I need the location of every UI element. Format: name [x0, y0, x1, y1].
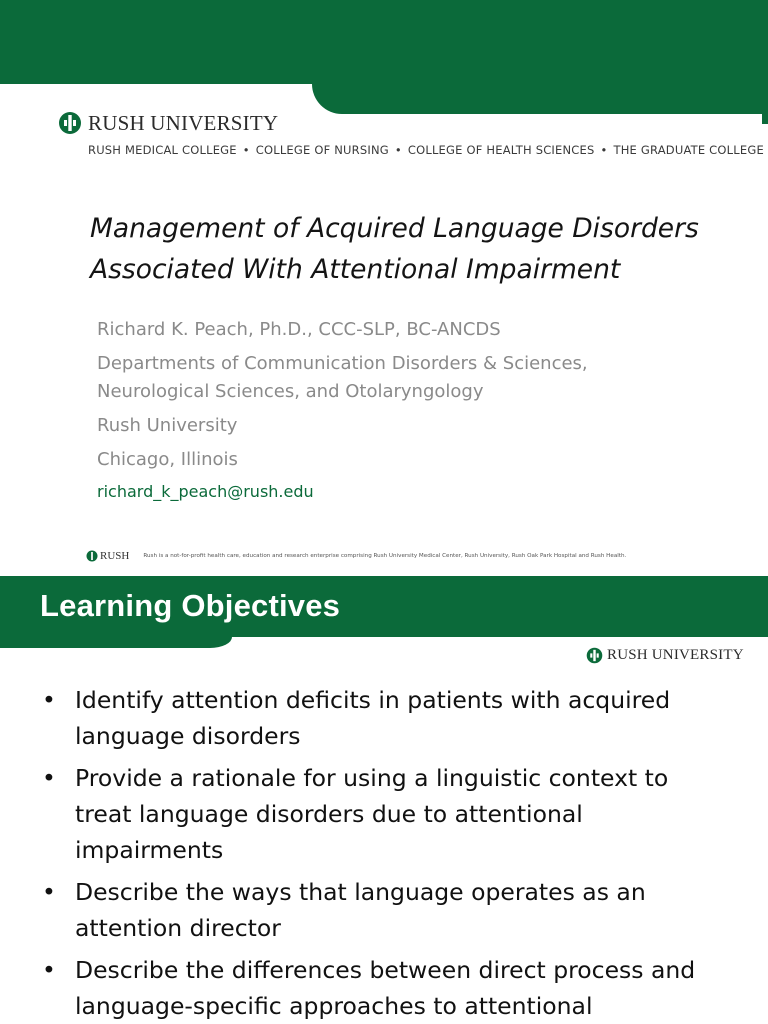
rush-university-logo [586, 647, 744, 664]
department-line: Neurological Sciences, and Otolaryngology [97, 381, 484, 402]
bullet-icon: • [42, 956, 56, 984]
brand-name: RUSH UNIVERSITY [88, 110, 279, 135]
header-wave [0, 637, 232, 648]
location: Chicago, Illinois [97, 449, 238, 470]
bullet-icon: • [42, 764, 56, 792]
bullet-line: Describe the differences between direct process and [75, 956, 696, 984]
author-name: Richard K. Peach, Ph.D., CCC-SLP, BC-ANCDS [97, 319, 501, 340]
separator: • [600, 143, 608, 157]
author-email[interactable]: richard_k_peach@rush.edu [97, 482, 314, 501]
bullet-line: Provide a rationale for using a linguistic context to [75, 764, 669, 792]
title-line: Associated With Attentional Impairment [90, 254, 621, 285]
colleges-line [88, 143, 764, 157]
bullet-line: Describe the ways that language operates as an [75, 878, 646, 906]
footer-brand: RUSH [100, 550, 130, 562]
bullet-line: Identify attention deficits in patients with acquired [75, 686, 671, 714]
slide-title: Learning Objectives [40, 588, 341, 623]
separator: • [394, 143, 402, 157]
college-name: THE GRADUATE COLLEGE [613, 143, 764, 157]
header-wave [312, 84, 768, 114]
header-band [0, 0, 768, 84]
college-name: COLLEGE OF HEALTH SCIENCES [407, 143, 595, 157]
objectives-list [40, 682, 740, 1024]
footer-disclaimer: Rush is a not-for-profit health care, education and research enterprise comprising Rush University Medical Center, Rush University, Rush Oak Park Hospital and Rush Health. [143, 553, 627, 559]
list-item [40, 682, 740, 754]
bullet-line: language disorders [75, 722, 301, 750]
list-item [40, 952, 740, 1024]
title-line: Management of Acquired Language Disorders [90, 213, 699, 244]
rush-shield-icon [86, 550, 98, 562]
slide-footer [86, 550, 626, 562]
author-block [97, 316, 737, 506]
objectives-slide [0, 576, 768, 1024]
bullet-line: impairments [75, 836, 224, 864]
institution: Rush University [97, 415, 238, 436]
list-item [40, 760, 740, 868]
brand-name: RUSH UNIVERSITY [607, 647, 744, 663]
bullet-line: attention director [75, 914, 281, 942]
bullet-icon: • [42, 686, 56, 714]
bullet-icon: • [42, 878, 56, 906]
list-item [40, 874, 740, 946]
separator: • [242, 143, 250, 157]
rush-university-logo [58, 108, 278, 138]
header-wave-edge [762, 84, 768, 124]
rush-shield-icon [586, 647, 603, 664]
bullet-line: language-specific approaches to attentional [75, 992, 593, 1020]
bullet-line: treat language disorders due to attentional [75, 800, 583, 828]
college-name: COLLEGE OF NURSING [255, 143, 389, 157]
department-line: Departments of Communication Disorders & Sciences, [97, 353, 588, 374]
college-name: RUSH MEDICAL COLLEGE [88, 143, 237, 157]
rush-shield-icon [58, 111, 82, 135]
presentation-title [90, 208, 750, 290]
